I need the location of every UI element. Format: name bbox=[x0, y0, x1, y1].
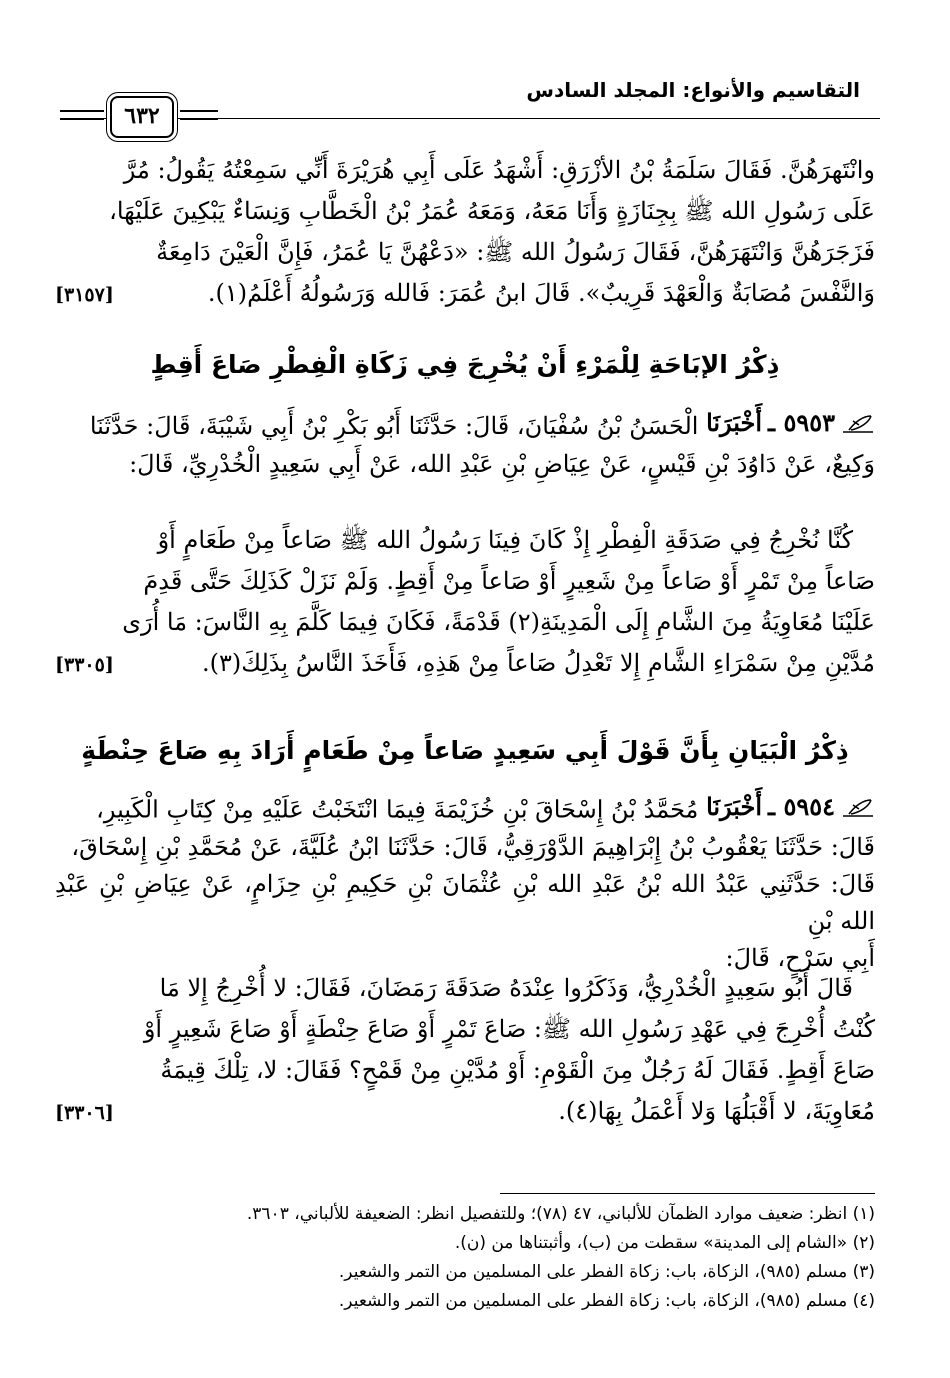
text-line: كُنْتُ أُخْرِجَ فِي عَهْدِ رَسُولِ الله ﷺ: صَاعَ تَمْرٍ أَوْ صَاعَ حِنْطَةٍ أَوْ صَاعَ شَعِيرٍ أَوْ bbox=[143, 1015, 875, 1043]
footnote: (٣) مسلم (٩٨٥)، الزكاة، باب: زكاة الفطر على المسلمين من التمر والشعير. bbox=[338, 1262, 875, 1282]
page-header bbox=[60, 78, 880, 148]
quill-icon bbox=[841, 412, 875, 434]
text-line: مُعَاوِيَةَ، لا أَقْبَلُهَا وَلا أَعْمَلُ بِهَا(٤). bbox=[558, 1097, 875, 1125]
text-line: كُنَّا نُخْرِجُ فِي صَدَقَةِ الْفِطْرِ إِذْ كَانَ فِينَا رَسُولُ الله ﷺ صَاعاً مِنْ طَعَامٍ أَوْ bbox=[157, 526, 853, 554]
footnote: (٢) «الشام إلى المدينة» سقطت من (ب)، وأثبتناها من (ن). bbox=[454, 1233, 875, 1253]
hadith-5954 bbox=[55, 788, 875, 977]
text-line: عَلَى رَسُولِ الله ﷺ بِجِنَازَةٍ وَأَنَا مَعَهُ، وَمَعَهُ عُمَرُ بْنُ الْخَطَّابِ وَنِسَاءٌ يَبْكِينَ عَلَيْهَا، bbox=[109, 197, 875, 225]
hadith-number-badge bbox=[706, 404, 875, 442]
reference-number: [٣٣٠٥] bbox=[55, 654, 114, 676]
block-1 bbox=[55, 150, 875, 314]
section-heading-1-wrap bbox=[55, 350, 875, 379]
reference-number: [٣٣٠٦] bbox=[55, 1102, 114, 1124]
text-line: صَاعاً مِنْ تَمْرٍ أَوْ صَاعاً مِنْ شَعِيرٍ أَوْ صَاعاً مِنْ أَقِطٍ. وَلَمْ نَزَلْ كَذَلِكَ حَتَّى قَدِمَ bbox=[143, 567, 875, 595]
line-with-ref bbox=[55, 1091, 875, 1132]
text-line: صَاعَ أَقِطٍ. فَقَالَ لَهُ رَجُلٌ مِنَ الْقَوْمِ: أَوْ مُدَّيْنِ مِنْ قَمْحٍ؟ فَقَالَ: لا، تِلْكَ قِيمَةُ bbox=[160, 1056, 875, 1084]
isnad-line: أَبِي سَرْحٍ، قَالَ: bbox=[725, 943, 875, 972]
running-title: التقاسيم والأنواع: المجلد السادس bbox=[526, 78, 860, 102]
text-line: فَزَجَرَهُنَّ وَانْتَهَرَهُنَّ، فَقَالَ رَسُولُ الله ﷺ: «دَعْهُنَّ يَا عُمَرُ، فَإِنَّ الْعَيْنَ دَامِعَةٌ bbox=[156, 238, 875, 266]
page-number-frame bbox=[110, 96, 174, 138]
isnad-line bbox=[55, 404, 875, 445]
hadith-number: ٥٩٥٣ ـ bbox=[768, 408, 835, 437]
isnad-text: الْحَسَنُ بْنُ سُفْيَانَ، قَالَ: حَدَّثَنَا أَبُو بَكْرِ بْنُ أَبِي شَيْبَةَ، قَالَ: حَدَّثَنَا bbox=[89, 412, 699, 440]
footnote: (١) انظر: ضعيف موارد الظمآن للألباني، ٤٧ (٧٨)؛ وللتفصيل انظر: الضعيفة للألباني، ٣٦٠٣. bbox=[246, 1204, 875, 1224]
double-rule-right bbox=[180, 110, 218, 120]
text-line: عَلَيْنَا مُعَاوِيَةُ مِنَ الشَّامِ إِلَى الْمَدِينَةِ(٢) قَدْمَةً، فَكَانَ فِيمَا كَلَّمَ بِهِ النَّاسَ: مَا أُرَى bbox=[122, 608, 875, 636]
footnote: (٤) مسلم (٩٨٥)، الزكاة، باب: زكاة الفطر على المسلمين من التمر والشعير. bbox=[338, 1291, 875, 1311]
footnote-rule bbox=[500, 1193, 875, 1194]
isnad-line: وَكِيعٌ، عَنْ دَاوُدَ بْنِ قَيْسٍ، عَنْ عِيَاضِ بْنِ عَبْدِ الله، عَنْ أَبِي سَعِيدٍ الْخُدْرِيِّ، قَالَ: bbox=[129, 450, 875, 478]
text-line: وانْتَهرَهُنَّ. فَقَالَ سَلَمَةُ بْنُ الأزْرَقِ: أَشْهَدُ عَلَى أَبِي هُرَيْرَةَ أَنِّي سَمِعْتُهُ يَقُولُ: مُرَّ bbox=[123, 156, 875, 184]
line-with-ref bbox=[55, 273, 875, 314]
hadith-5953 bbox=[55, 404, 875, 483]
section-heading: ذِكْرُ الْبَيَانِ بِأَنَّ قَوْلَ أَبِي سَعِيدٍ صَاعاً مِنْ طَعَامٍ أَرَادَ بِهِ صَاعَ حِنْطَةٍ bbox=[81, 736, 849, 765]
double-rule-left bbox=[60, 110, 104, 120]
matn-5954 bbox=[55, 968, 875, 1132]
text-line: وَالنَّفْسَ مُصَابَةٌ وَالْعَهْدَ قَرِيبٌ». قَالَ ابنُ عُمَرَ: فَالله وَرَسُولُهُ أَعْلَمُ(١). bbox=[207, 279, 875, 307]
matn-5953 bbox=[55, 520, 875, 684]
isnad-text: مُحَمَّدُ بْنُ إِسْحَاقَ بْنِ خُزَيْمَةَ فِيمَا انْتَخَبْتُ عَلَيْهِ مِنْ كِتَابِ الْكَبِيرِ، bbox=[96, 795, 699, 824]
text-line: قَالَ أَبُو سَعِيدٍ الْخُدْرِيُّ، وَذَكَرُوا عِنْدَهُ صَدَقَةَ رَمَضَانَ، فَقَالَ: لا أُخْرِجُ إِلا مَا bbox=[159, 974, 853, 1002]
text-line: مُدَّيْنِ مِنْ سَمْرَاءِ الشَّامِ إِلا تَعْدِلُ صَاعاً مِنْ هَذِهِ، فَأَخَذَ النَّاسُ بِذَلِكَ(٣). bbox=[202, 649, 875, 677]
hadith-number: ٥٩٥٤ ـ bbox=[768, 792, 835, 821]
page-number-box bbox=[60, 96, 220, 136]
footnotes bbox=[60, 1200, 875, 1316]
isnad-line: قَالَ: حَدَّثَنِي عَبْدُ الله بْنُ عَبْدِ الله بْنِ عُثْمَانَ بْنِ حَكِيمِ بْنِ حِزَامٍ، عَنْ عِيَاضِ بْنِ عَبْدِ الله بْنِ bbox=[55, 869, 875, 935]
reference-number: [٣١٥٧] bbox=[55, 284, 114, 306]
quill-icon bbox=[841, 796, 875, 818]
akhbarana-label: أَخْبَرَنَا bbox=[706, 792, 763, 821]
isnad-line: قَالَ: حَدَّثَنَا يَعْقُوبُ بْنُ إِبْرَاهِيمَ الدَّوْرَقِيُّ، قَالَ: حَدَّثَنَا ابْنُ عُلَيَّةَ، عَنْ مُحَمَّدِ بْنِ إِسْحَاقَ، bbox=[71, 832, 875, 861]
section-heading: ذِكْرُ الإبَاحَةِ لِلْمَرْءِ أَنْ يُخْرِجَ فِي زَكَاةِ الْفِطْرِ صَاعَ أَقِطٍ bbox=[150, 350, 780, 379]
hadith-number-badge bbox=[706, 788, 875, 825]
section-heading-2-wrap bbox=[55, 736, 875, 765]
isnad-line bbox=[55, 788, 875, 829]
page-number: ٦٣٢ bbox=[124, 103, 160, 129]
line-with-ref bbox=[55, 643, 875, 684]
akhbarana-label: أَخْبَرَنَا bbox=[706, 408, 763, 437]
